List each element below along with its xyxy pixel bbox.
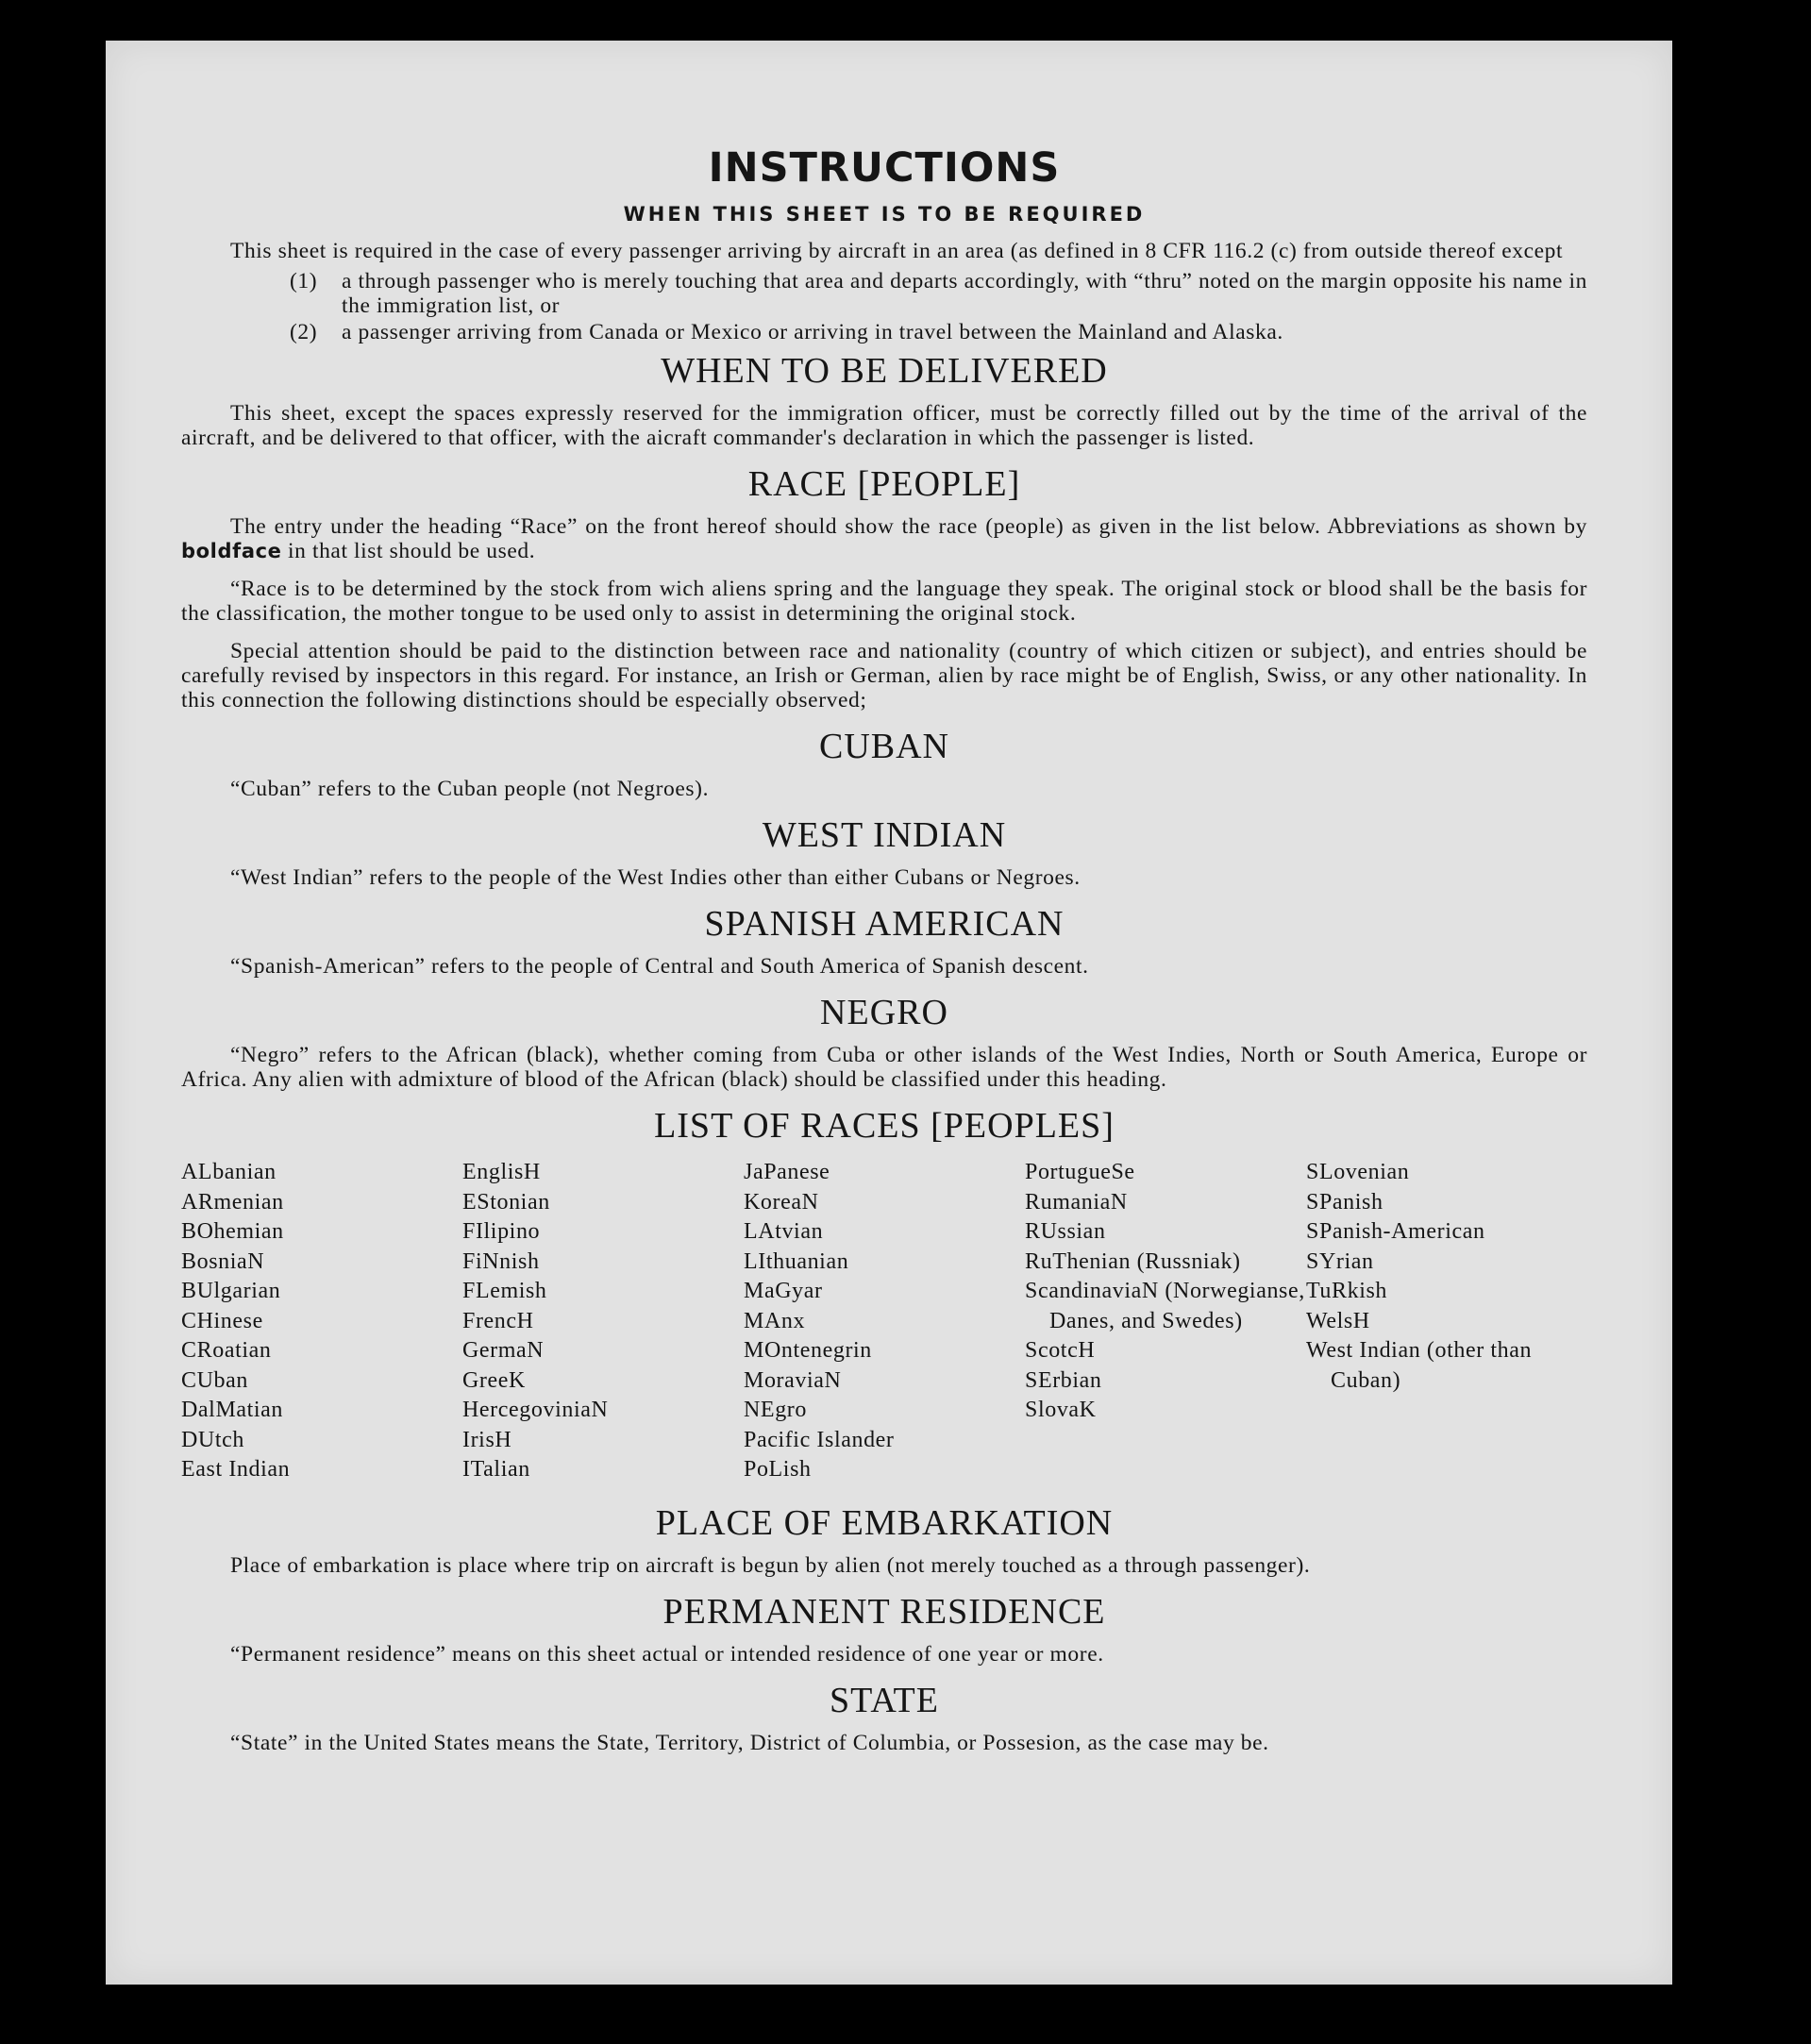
race-entry: CHinese <box>181 1308 263 1333</box>
race-entry: ARmenian <box>181 1189 284 1215</box>
exception-text: a passenger arriving from Canada or Mexico or arriving in travel between the Mainland and Alaska. <box>342 320 1283 344</box>
race-entry: MaGyar <box>744 1279 823 1303</box>
state-text: “State” in the United States means the State, Territory, District of Columbia, or Possesion, as the case may be. <box>230 1730 1269 1755</box>
section-heading-state: STATE <box>830 1680 939 1720</box>
race-entry: BOhemian <box>181 1219 284 1244</box>
spanish-american-text: “Spanish-American” refers to the people of Central and South America of Spanish descent. <box>230 954 1089 979</box>
document-content <box>181 144 1587 1768</box>
race-entry: ITalian <box>462 1457 530 1482</box>
race-entry: ScandinaviaN (Norwegianse, Danes, and Swedes) <box>1025 1279 1305 1333</box>
race-entry: NEgro <box>744 1398 807 1422</box>
embarkation-text: Place of embarkation is place where trip on aircraft is begun by alien (not merely touched as a through passenger). <box>230 1552 1311 1578</box>
race-p1-end: in that list should be used. <box>287 539 536 563</box>
race-entry: IrisH <box>462 1427 512 1452</box>
race-entry: ScotcH <box>1025 1338 1096 1363</box>
exception-number: (1) <box>290 269 318 293</box>
page-title: INSTRUCTIONS <box>708 144 1061 192</box>
section-heading-west-indian: WEST INDIAN <box>762 815 1007 855</box>
race-entry: MAnx <box>744 1308 806 1333</box>
race-entry: ALbanian <box>181 1160 277 1184</box>
negro-text: “Negro” refers to the African (black), whether coming from Cuba or other islands of the West Indies, North or South America, Europe or Africa. Any alien with admixture of blood of the African (black) should be classified under this heading. <box>181 1043 1587 1092</box>
race-entry: GermaN <box>462 1338 545 1363</box>
race-entry: EnglisH <box>462 1160 541 1184</box>
race-entry: LIthuanian <box>744 1248 849 1274</box>
page-subtitle: WHEN THIS SHEET IS TO BE REQUIRED <box>623 203 1146 226</box>
race-column <box>744 1158 1025 1485</box>
race-entry: PortugueSe <box>1025 1160 1135 1184</box>
race-column <box>1025 1158 1306 1485</box>
race-entry: FiNnish <box>462 1248 540 1274</box>
race-p1-bold: boldface <box>181 540 282 562</box>
race-entry: CUban <box>181 1367 248 1393</box>
race-list <box>181 1158 1587 1485</box>
race-p1-start: The entry under the heading “Race” on the front hereof should show the race (people) as given in the list below. Abbreviations as shown by <box>230 514 1587 539</box>
race-entry: KoreaN <box>744 1189 819 1215</box>
race-entry: SYrian <box>1306 1248 1374 1274</box>
section-heading-embarkation: PLACE OF EMBARKATION <box>655 1502 1114 1543</box>
race-entry: HercegoviniaN <box>462 1398 609 1422</box>
race-paragraph-2: “Race is to be determined by the stock from wich aliens spring and the language they speak. The original stock or blood shall be the basis for the classification, the mother tongue to be used only to assist in determining the original stock. <box>181 577 1587 626</box>
race-entry: BUlgarian <box>181 1279 281 1303</box>
delivered-text: This sheet, except the spaces expressly reserved for the immigration officer, must be correctly filled out by the time of the arrival of the aircraft, and be delivered to that officer, with the aicraft commander's declaration in which the passenger is listed. <box>181 401 1587 450</box>
race-entry: FIlipino <box>462 1219 541 1244</box>
race-entry: BosniaN <box>181 1248 265 1274</box>
race-entry: RUssian <box>1025 1219 1106 1244</box>
exception-item <box>290 320 1587 344</box>
race-column <box>462 1158 744 1485</box>
race-entry: FLemish <box>462 1279 547 1303</box>
section-heading-negro: NEGRO <box>820 993 948 1032</box>
west-indian-text: “West Indian” refers to the people of the West Indies other than either Cubans or Negroes. <box>230 865 1081 890</box>
race-entry: FrencH <box>462 1308 534 1333</box>
race-entry: SPanish <box>1306 1189 1383 1215</box>
race-entry: DUtch <box>181 1427 244 1452</box>
race-entry: East Indian <box>181 1457 291 1482</box>
race-entry: TuRkish <box>1306 1279 1388 1303</box>
section-heading-race: RACE [PEOPLE] <box>747 464 1021 504</box>
section-heading-list-of-races: LIST OF RACES [PEOPLES] <box>654 1106 1115 1146</box>
race-entry: SErbian <box>1025 1367 1102 1393</box>
race-column <box>181 1158 462 1485</box>
required-intro: This sheet is required in the case of every passenger arriving by aircraft in an area (as defined in 8 CFR 116.2 (c) from outside thereof except <box>230 239 1564 263</box>
race-entry: MOntenegrin <box>744 1338 872 1363</box>
race-entry: EStonian <box>462 1189 550 1215</box>
race-entry: JaPanese <box>744 1160 830 1184</box>
race-entry: CRoatian <box>181 1338 272 1363</box>
race-entry: SlovaK <box>1025 1398 1097 1422</box>
section-heading-residence: PERMANENT RESIDENCE <box>662 1591 1106 1632</box>
race-entry: SPanish-American <box>1306 1219 1485 1244</box>
race-entry: GreeK <box>462 1367 526 1393</box>
race-column <box>1306 1158 1587 1485</box>
race-entry: West Indian (other than Cuban) <box>1306 1338 1533 1393</box>
race-entry: Pacific Islander <box>744 1427 895 1452</box>
race-entry: DalMatian <box>181 1398 284 1422</box>
race-paragraph-3: Special attention should be paid to the distinction between race and nationality (country of which citizen or subject), and entries should be carefully revised by inspectors in this regard. For instance, an Irish or German, alien by race might be of English, Swiss, or any other nationality. In this connection the following distinctions should be especially observed; <box>181 639 1587 712</box>
exception-text: a through passenger who is merely touching that area and departs accordingly, with “thru” noted on the margin opposite his name in the immigration list, or <box>342 269 1587 318</box>
race-paragraph-1 <box>181 514 1587 563</box>
exception-number: (2) <box>290 320 318 344</box>
document-page <box>106 41 1672 1985</box>
race-entry: RumaniaN <box>1025 1189 1128 1215</box>
exception-item <box>290 269 1587 318</box>
race-entry: SLovenian <box>1306 1160 1410 1184</box>
section-heading-cuban: CUBAN <box>818 727 950 766</box>
cuban-text: “Cuban” refers to the Cuban people (not Negroes). <box>230 777 710 801</box>
residence-text: “Permanent residence” means on this sheet actual or intended residence of one year or more. <box>230 1641 1104 1667</box>
race-entry: MoraviaN <box>744 1367 842 1393</box>
race-entry: RuThenian (Russniak) <box>1025 1248 1241 1274</box>
race-entry: WelsH <box>1306 1308 1370 1333</box>
race-entry: PoLish <box>744 1457 812 1482</box>
race-entry: LAtvian <box>744 1219 824 1244</box>
section-heading-spanish-american: SPANISH AMERICAN <box>704 904 1065 944</box>
section-heading-delivered: WHEN TO BE DELIVERED <box>661 351 1108 391</box>
